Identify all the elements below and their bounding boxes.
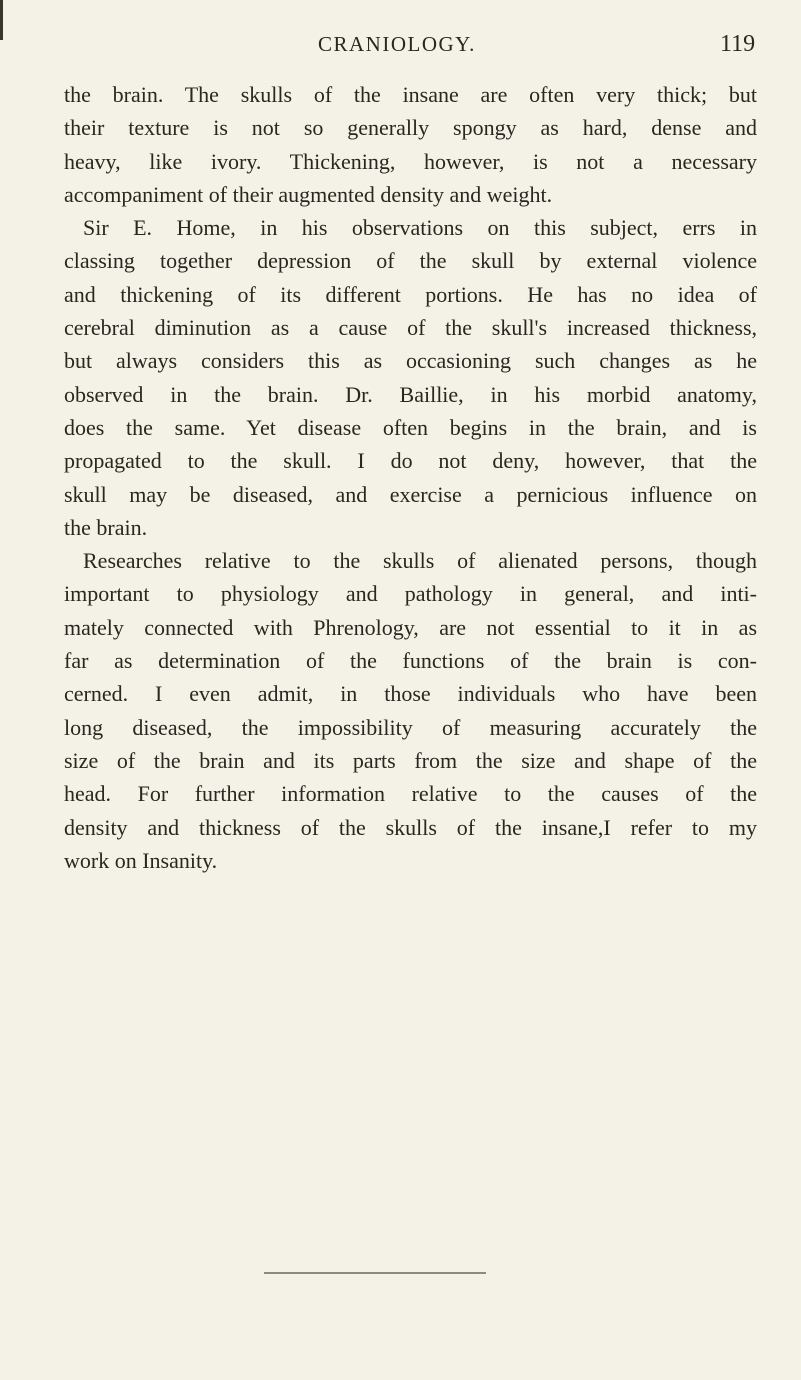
text-line: density and thickness of the skulls of the insane,I refer to my xyxy=(64,814,757,840)
text-line: classing together depression of the skull by external violence xyxy=(64,248,757,274)
text-line: cerned. I even admit, in those individuals who have been xyxy=(64,681,757,707)
text-line: the brain. The skulls of the insane are often very thick; but xyxy=(64,82,757,107)
text-line: work on Insanity. xyxy=(64,847,218,873)
text-line: their texture is not so generally spongy as hard, dense and xyxy=(64,115,757,141)
footer-rule xyxy=(264,1272,486,1274)
text-line: the brain. xyxy=(64,514,148,540)
body-text xyxy=(64,78,757,877)
text-line: but always considers this as occasioning such changes as he xyxy=(64,348,757,374)
text-line: Researches relative to the skulls of alienated persons, though xyxy=(83,548,757,574)
text-line: accompaniment of their augmented density and weight. xyxy=(64,181,553,207)
text-line: does the same. Yet disease often begins in the brain, and is xyxy=(64,414,757,440)
page-number: 119 xyxy=(720,31,756,57)
text-line: and thickening of its different portions. He has no idea of xyxy=(64,281,757,307)
text-line: important to physiology and pathology in general, and inti- xyxy=(64,581,757,607)
running-title: CRANIOLOGY. xyxy=(318,32,476,56)
text-line: heavy, like ivory. Thickening, however, is not a necessary xyxy=(64,148,757,174)
paragraph xyxy=(64,544,757,877)
paragraph xyxy=(64,78,757,211)
text-line: mately connected with Phrenology, are not essential to it in as xyxy=(64,614,757,640)
paragraph xyxy=(64,211,757,544)
text-line: propagated to the skull. I do not deny, however, that the xyxy=(64,448,757,474)
running-head xyxy=(0,28,801,60)
text-line: head. For further information relative to the causes of the xyxy=(64,781,757,807)
text-line: long diseased, the impossibility of measuring accurately the xyxy=(64,714,757,740)
text-line: cerebral diminution as a cause of the skull's increased thickness, xyxy=(64,315,757,341)
text-line: size of the brain and its parts from the size and shape of the xyxy=(64,747,757,773)
text-line: skull may be diseased, and exercise a pernicious influence on xyxy=(64,481,757,507)
text-line: far as determination of the functions of the brain is con- xyxy=(64,648,757,674)
text-line: observed in the brain. Dr. Baillie, in his morbid anatomy, xyxy=(64,381,757,407)
text-line: Sir E. Home, in his observations on this subject, errs in xyxy=(83,215,757,241)
